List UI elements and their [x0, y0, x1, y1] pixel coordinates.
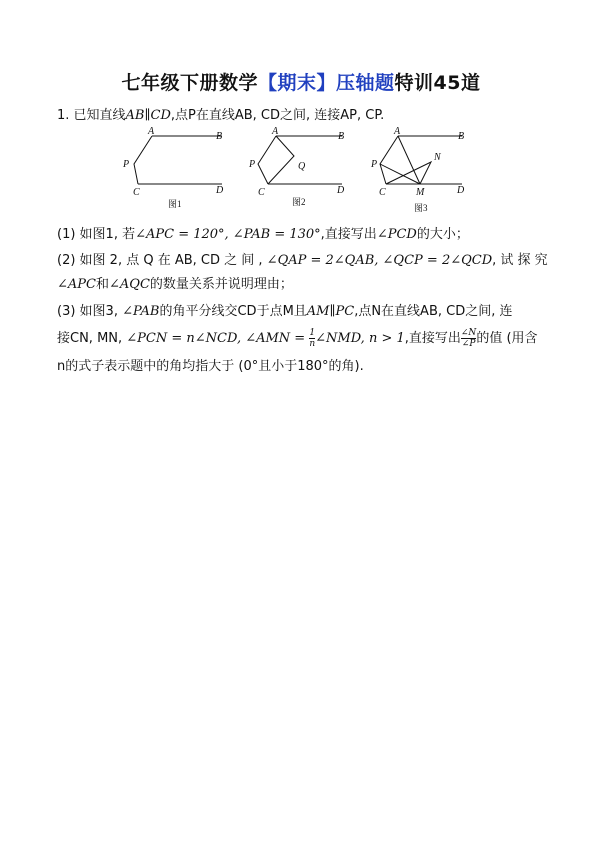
fig2-label-q: Q — [298, 161, 306, 172]
q2l2-math-a: ∠APC — [57, 277, 96, 292]
q3-text-a: (3) 如图3, — [57, 304, 123, 319]
q1-text-c: ,直接写出 — [320, 227, 377, 242]
q2l2-math-c: ∠AQC — [109, 277, 150, 292]
q3-math-b: ∠PAB — [122, 304, 160, 319]
figure-group — [118, 126, 478, 218]
fig1-label-b: B — [216, 131, 223, 142]
figure-1 — [122, 126, 224, 209]
frac2-numerator: ∠N — [460, 328, 477, 338]
fig2-segments-ap-pc — [258, 136, 276, 184]
q1-math-d: ∠PCD — [376, 227, 417, 242]
fig2-label-a: A — [272, 126, 279, 137]
title-part2: 【期末】压轴题 — [258, 72, 395, 94]
q3l2-text-a: 接CN, MN, — [57, 331, 127, 346]
intro-text-a: 1. 已知直线 — [57, 108, 126, 123]
intro-text-c: ,点P在直线AB, CD之间, 连接AP, CP. — [170, 108, 385, 123]
fig1-label-d: D — [216, 185, 224, 196]
fig3-label-a: A — [394, 126, 401, 137]
fig1-label-a: A — [148, 126, 155, 137]
q3l2-text-e: 的值 (用含 — [476, 331, 538, 346]
fig3-segments-ap-pc — [380, 136, 398, 184]
fig1-caption: 图1 — [168, 199, 182, 209]
fig2-label-c: C — [258, 187, 265, 198]
question-3-line-2 — [57, 328, 538, 349]
question-3-line-3: n的式子表示题中的角均指大于 (0°且小于180°的角). — [57, 359, 364, 374]
fig2-label-d: D — [337, 185, 345, 196]
figure-3 — [370, 126, 465, 213]
title-part3: 特训45道 — [394, 72, 481, 94]
fig3-caption: 图3 — [414, 203, 428, 213]
fig1-label-c: C — [133, 187, 140, 198]
fig2-label-p: P — [249, 159, 256, 170]
q1-text-a: (1) 如图1, 若 — [57, 227, 136, 242]
q2-math-b: ∠QAP = 2∠QAB, ∠QCP = 2∠QCD — [266, 253, 493, 268]
figure-2 — [248, 126, 345, 207]
question-1 — [57, 226, 469, 244]
fig3-segments-cn-nm — [386, 162, 431, 184]
question-3-line-1 — [57, 303, 513, 321]
q3l2-math-c: ∠NMD, n > 1 — [315, 331, 405, 346]
title-part1: 七年级下册数学 — [121, 72, 259, 94]
frac2-denominator: ∠P — [461, 339, 476, 349]
fig3-label-p: P — [371, 159, 378, 170]
fig2-caption: 图2 — [292, 197, 306, 207]
q2-text-a: (2) 如图 2, 点 Q 在 AB, CD 之 间 , — [57, 253, 267, 268]
q3-math-d: AM∥PC — [306, 304, 355, 319]
fig3-label-n: N — [434, 152, 441, 163]
fig1-segments-ap-pc — [134, 136, 152, 184]
q3-text-e: ,点N在直线AB, CD之间, 连 — [354, 304, 513, 319]
q3l2-text-d: ,直接写出 — [404, 331, 461, 346]
fraction-n-over-p — [461, 328, 476, 349]
problem-intro — [57, 107, 384, 125]
question-2-line-1 — [57, 252, 548, 270]
fig3-label-c: C — [379, 187, 386, 198]
question-2-line-2 — [57, 276, 293, 294]
fig3-label-m: M — [416, 187, 425, 198]
fig1-label-p: P — [123, 159, 130, 170]
q1-math-b: ∠APC = 120°, ∠PAB = 130° — [135, 227, 321, 242]
q3l2-math-b: ∠PCN = n∠NCD, ∠AMN = — [126, 331, 310, 346]
frac-denominator: n — [309, 339, 316, 349]
fig2-label-b: B — [338, 131, 345, 142]
page-title — [0, 68, 602, 95]
q1-text-e: 的大小； — [416, 227, 469, 242]
fig3-label-d: D — [457, 185, 465, 196]
q3-text-c: 的角平分线交CD于点M且 — [159, 304, 307, 319]
fig3-segment-pm — [380, 164, 420, 184]
fig3-label-b: B — [458, 131, 465, 142]
q2-text-c: , 试 探 究 — [492, 253, 548, 268]
frac-numerator: 1 — [309, 328, 316, 338]
q2l2-text-d: 的数量关系并说明理由； — [149, 277, 293, 292]
intro-math: AB∥CD — [125, 108, 171, 123]
q2l2-text-b: 和 — [95, 277, 109, 292]
